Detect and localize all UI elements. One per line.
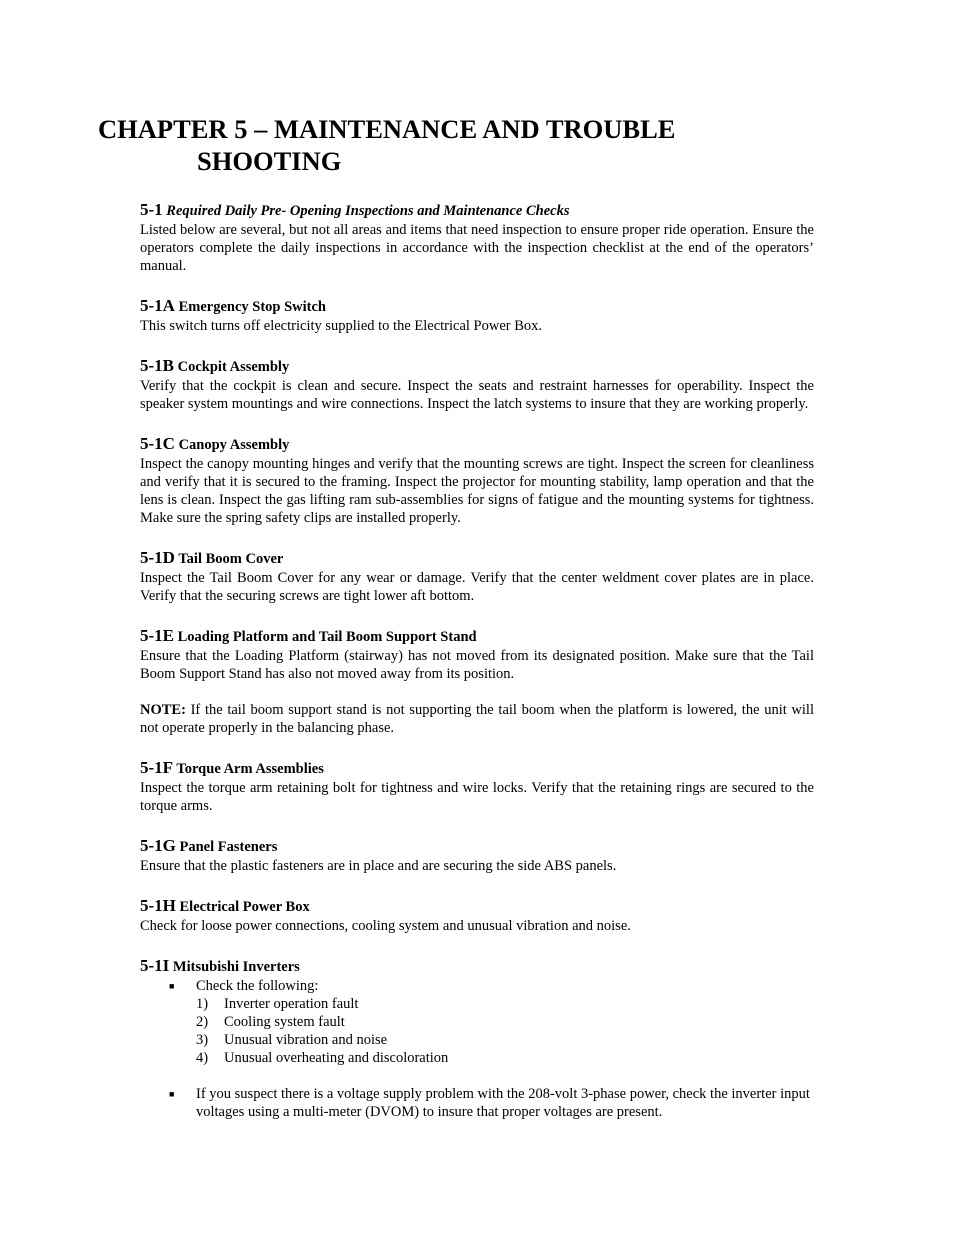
note-body: If the tail boom support stand is not supporting the tail boom when the platform is lowered, the unit will not operate properly in the balancing phase. [140, 702, 814, 736]
chapter-title-line1: CHAPTER 5 – MAINTENANCE AND TROUBLE [98, 114, 676, 144]
section-title: Emergency Stop Switch [178, 299, 326, 315]
section-title: Mitsubishi Inverters [172, 959, 300, 975]
section-number: 5-1G [140, 836, 176, 855]
section-5-1h [140, 896, 814, 935]
numbered-list [140, 995, 814, 1067]
section-heading [140, 200, 814, 221]
square-bullet-icon: ■ [169, 1089, 175, 1099]
section-heading [140, 896, 814, 917]
bullet-text: Check the following: [196, 978, 319, 994]
chapter-title [98, 113, 858, 177]
section-number: 5-1F [140, 758, 174, 777]
document-content [140, 200, 814, 1121]
section-title: Canopy Assembly [178, 437, 290, 453]
bullet-item [140, 977, 814, 995]
section-number: 5-1D [140, 548, 175, 567]
chapter-title-line2: SHOOTING [197, 146, 342, 176]
section-5-1a [140, 296, 814, 335]
list-number: 2) [196, 1014, 209, 1030]
section-number: 5-1 [140, 200, 163, 219]
section-number: 5-1H [140, 896, 176, 915]
section-heading [140, 548, 814, 569]
list-item [140, 1049, 814, 1067]
section-5-1d [140, 548, 814, 605]
section-title: Cockpit Assembly [177, 359, 290, 375]
section-5-1b [140, 356, 814, 413]
section-5-1 [140, 200, 814, 275]
section-5-1i [140, 956, 814, 1121]
list-text: Cooling system fault [224, 1014, 345, 1030]
section-number: 5-1I [140, 956, 170, 975]
section-body: Ensure that the Loading Platform (stairway) has not moved from its designated position. Make sure that the Tail Boom Support Stand has also not moved away from its position. [140, 648, 814, 682]
section-title: Loading Platform and Tail Boom Support Stand [177, 629, 477, 645]
section-5-1g [140, 836, 814, 875]
section-title: Torque Arm Assemblies [176, 761, 324, 777]
section-number: 5-1A [140, 296, 175, 315]
section-heading [140, 758, 814, 779]
section-body: Ensure that the plastic fasteners are in place and are securing the side ABS panels. [140, 858, 617, 874]
section-title: Required Daily Pre- Opening Inspections and Maintenance Checks [166, 203, 570, 219]
section-body: Inspect the torque arm retaining bolt for tightness and wire locks. Verify that the retaining rings are secured to the torque arms. [140, 780, 814, 814]
section-5-1e [140, 626, 814, 737]
section-body: Listed below are several, but not all areas and items that need inspection to ensure proper ride operation. Ensure the operators complete the daily inspections in accordance with the inspection checklist at the end of the operators’ manual. [140, 222, 814, 274]
section-heading [140, 296, 814, 317]
list-item [140, 1013, 814, 1031]
list-item [140, 1031, 814, 1049]
list-number: 1) [196, 996, 209, 1012]
list-number: 3) [196, 1032, 209, 1048]
section-title: Electrical Power Box [179, 899, 310, 915]
section-number: 5-1B [140, 356, 174, 375]
section-number: 5-1E [140, 626, 174, 645]
list-text: Unusual vibration and noise [224, 1032, 388, 1048]
section-body: Inspect the Tail Boom Cover for any wear or damage. Verify that the center weldment cover plates are in place. Verify that the securing screws are tight lower aft bottom. [140, 570, 814, 604]
list-text: Unusual overheating and discoloration [224, 1050, 449, 1066]
bullet-text: If you suspect there is a voltage supply problem with the 208-volt 3-phase power, check the inverter input voltages using a multi-meter (DVOM) to insure that proper voltages are present. [196, 1086, 810, 1120]
section-heading [140, 836, 814, 857]
section-5-1c [140, 434, 814, 527]
section-title: Tail Boom Cover [178, 551, 284, 567]
square-bullet-icon: ■ [169, 981, 175, 991]
section-body: Inspect the canopy mounting hinges and verify that the mounting screws are tight. Inspect the screen for cleanliness and verify that it is secured to the framing. Inspect the projector for mounting stability, lamp operation and that the lens is clean. Inspect the gas lifting ram sub-assemblies for signs of fatigue and the mounting systems for tightness. Make sure the spring safety clips are installed properly. [140, 456, 814, 526]
list-text: Inverter operation fault [224, 996, 359, 1012]
bullet-item [140, 1085, 814, 1121]
section-number: 5-1C [140, 434, 175, 453]
note-label: NOTE: [140, 702, 186, 718]
section-heading [140, 434, 814, 455]
list-number: 4) [196, 1050, 209, 1066]
section-heading [140, 956, 814, 977]
section-body: Check for loose power connections, cooling system and unusual vibration and noise. [140, 918, 631, 934]
section-title: Panel Fasteners [179, 839, 278, 855]
note-paragraph [140, 701, 814, 737]
section-5-1f [140, 758, 814, 815]
section-heading [140, 626, 814, 647]
section-body: Verify that the cockpit is clean and secure. Inspect the seats and restraint harnesses for operability. Inspect the speaker system mountings and wire connections. Inspect the latch systems to insure that they are working properly. [140, 378, 814, 412]
section-body: This switch turns off electricity supplied to the Electrical Power Box. [140, 318, 543, 334]
section-heading [140, 356, 814, 377]
list-item [140, 995, 814, 1013]
